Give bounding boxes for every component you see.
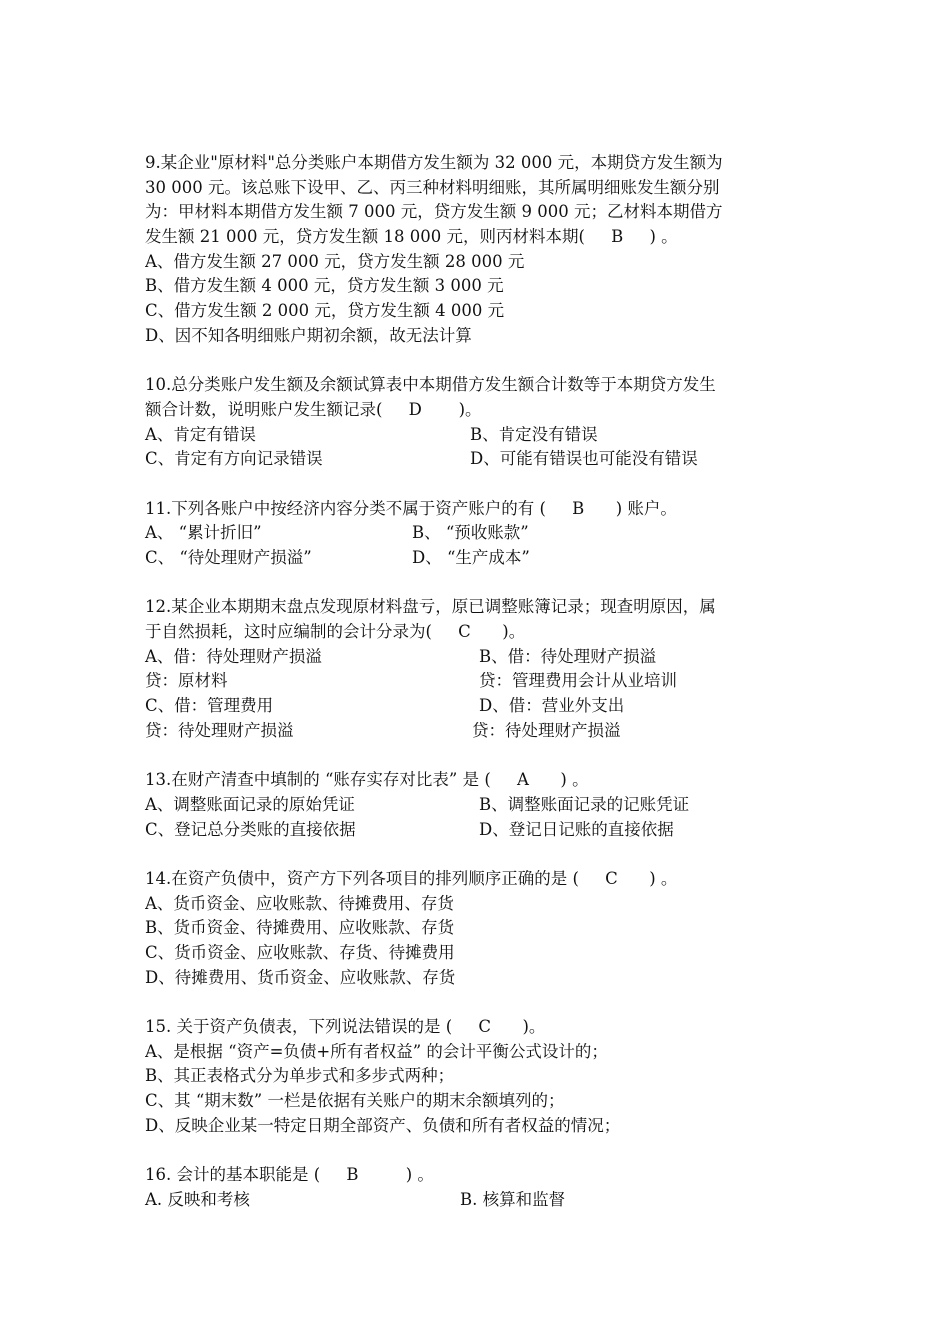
question-9-option-b: B、借方发生额 4 000 元，贷方发生额 3 000 元 xyxy=(145,276,504,296)
question-10-option-c: C、肯定有方向记录错误 xyxy=(145,449,323,469)
question-9-stem-line: 发生额 21 000 元，贷方发生额 18 000 元，则丙材料本期( B ) 。 xyxy=(145,227,678,247)
spacer xyxy=(145,990,825,1015)
question-14-option-b: B、货币资金、待摊费用、应收账款、存货 xyxy=(145,918,455,938)
question-12-stem-line: 于自然损耗，这时应编制的会计分录为( C )。 xyxy=(145,622,526,642)
question-15-option-b: B、其正表格式分为单步式和多步式两种； xyxy=(145,1066,455,1086)
question-10-option-a: A、肯定有错误 xyxy=(145,424,256,444)
spacer xyxy=(145,1139,825,1164)
question-10 xyxy=(145,373,825,472)
question-11-option-c: C、 “待处理财产损溢” xyxy=(145,548,312,567)
question-10-option-row xyxy=(145,423,825,448)
spacer xyxy=(145,571,825,596)
question-15-option-a: A、是根据 “资产=负债+所有者权益” 的会计平衡公式设计的； xyxy=(145,1041,608,1061)
question-15-option-d: D、反映企业某一特定日期全部资产、负债和所有者权益的情况； xyxy=(145,1115,621,1135)
question-9-stem-line: 为：甲材料本期借方发生额 7 000 元，贷方发生额 9 000 元；乙材料本期借方 xyxy=(145,202,723,222)
question-16-option-row xyxy=(145,1188,825,1213)
question-12-option-row xyxy=(145,669,825,694)
question-13-option-d: D、登记日记账的直接依据 xyxy=(479,819,674,839)
question-16-option-a: A. 反映和考核 xyxy=(145,1189,250,1209)
question-10-option-row xyxy=(145,447,825,472)
question-14-stem-line: 14.在资产负债中，资产方下列各项目的排列顺序正确的是 ( C ) 。 xyxy=(145,868,678,888)
question-10-stem-line: 10.总分类账户发生额及余额试算表中本期借方发生额合计数等于本期贷方发生 xyxy=(145,375,716,395)
question-12-stem-line: 12.某企业本期期末盘点发现原材料盘亏，原已调整账簿记录；现查明原因，属 xyxy=(145,597,716,617)
question-14-option-a: A、货币资金、应收账款、待摊费用、存货 xyxy=(145,893,454,913)
question-11-option-d: D、 “生产成本” xyxy=(412,548,530,567)
question-14 xyxy=(145,867,825,990)
question-13-stem-line: 13.在财产清查中填制的 “账存实存对比表” 是 ( A ) 。 xyxy=(145,770,589,790)
question-13-option-c: C、登记总分类账的直接依据 xyxy=(145,819,356,839)
question-11-option-a: A、 “累计折旧” xyxy=(145,523,262,543)
question-12-option-row xyxy=(145,645,825,670)
question-12-option-b-debit: B、借：待处理财产损溢 xyxy=(479,646,657,666)
question-12-option-row xyxy=(145,694,825,719)
question-12-option-b-credit: 贷：管理费用会计从业培训 xyxy=(479,671,677,691)
question-9-option-d: D、因不知各明细账户期初余额，故无法计算 xyxy=(145,325,472,345)
question-16 xyxy=(145,1163,825,1212)
question-15 xyxy=(145,1015,825,1138)
question-12 xyxy=(145,595,825,743)
question-10-stem-line: 额合计数，说明账户发生额记录( D )。 xyxy=(145,399,482,419)
question-12-option-c-credit: 贷：待处理财产损溢 xyxy=(145,720,294,740)
question-13 xyxy=(145,768,825,842)
question-11-option-row xyxy=(145,546,825,571)
spacer xyxy=(145,349,825,374)
question-11-option-b: B、 “预收账款” xyxy=(412,523,529,543)
question-11 xyxy=(145,497,825,571)
question-13-option-row xyxy=(145,818,825,843)
question-14-option-d: D、待摊费用、货币资金、应收账款、存货 xyxy=(145,967,456,987)
document-page xyxy=(145,151,825,1213)
question-10-option-b: B、肯定没有错误 xyxy=(470,424,598,444)
question-15-option-c: C、其 “期末数” 一栏是依据有关账户的期末余额填列的； xyxy=(145,1091,565,1111)
question-15-stem-line: 15. 关于资产负债表，下列说法错误的是 ( C )。 xyxy=(145,1017,546,1037)
question-9 xyxy=(145,151,825,349)
question-12-option-d-credit: 贷：待处理财产损溢 xyxy=(472,720,621,740)
question-12-option-d-debit: D、借：营业外支出 xyxy=(479,696,625,716)
question-11-option-row xyxy=(145,521,825,546)
question-13-option-b: B、调整账面记录的记账凭证 xyxy=(479,794,690,814)
spacer xyxy=(145,472,825,497)
question-9-option-c: C、借方发生额 2 000 元，贷方发生额 4 000 元 xyxy=(145,301,505,321)
question-14-option-c: C、货币资金、应收账款、存货、待摊费用 xyxy=(145,943,455,962)
question-12-option-row xyxy=(145,719,825,744)
question-13-option-row xyxy=(145,793,825,818)
question-9-stem-line: 9.某企业"原材料"总分类账户本期借方发生额为 32 000 元，本期贷方发生额为 xyxy=(145,153,723,172)
question-12-option-a-credit: 贷：原材料 xyxy=(145,671,228,691)
spacer xyxy=(145,842,825,867)
question-13-option-a: A、调整账面记录的原始凭证 xyxy=(145,794,355,814)
spacer xyxy=(145,744,825,769)
question-12-option-a-debit: A、借：待处理财产损溢 xyxy=(145,646,322,666)
question-16-option-b: B. 核算和监督 xyxy=(460,1189,566,1209)
question-12-option-c-debit: C、借：管理费用 xyxy=(145,696,274,716)
question-11-stem-line: 11.下列各账户中按经济内容分类不属于资产账户的有 ( B ) 账户。 xyxy=(145,498,677,518)
question-9-option-a: A、借方发生额 27 000 元，贷方发生额 28 000 元 xyxy=(145,251,525,271)
question-16-stem-line: 16. 会计的基本职能是 ( B ) 。 xyxy=(145,1165,434,1185)
question-10-option-d: D、可能有错误也可能没有错误 xyxy=(470,449,698,469)
question-9-stem-line: 30 000 元。该总账下设甲、乙、丙三种材料明细账，其所属明细账发生额分别 xyxy=(145,177,720,197)
